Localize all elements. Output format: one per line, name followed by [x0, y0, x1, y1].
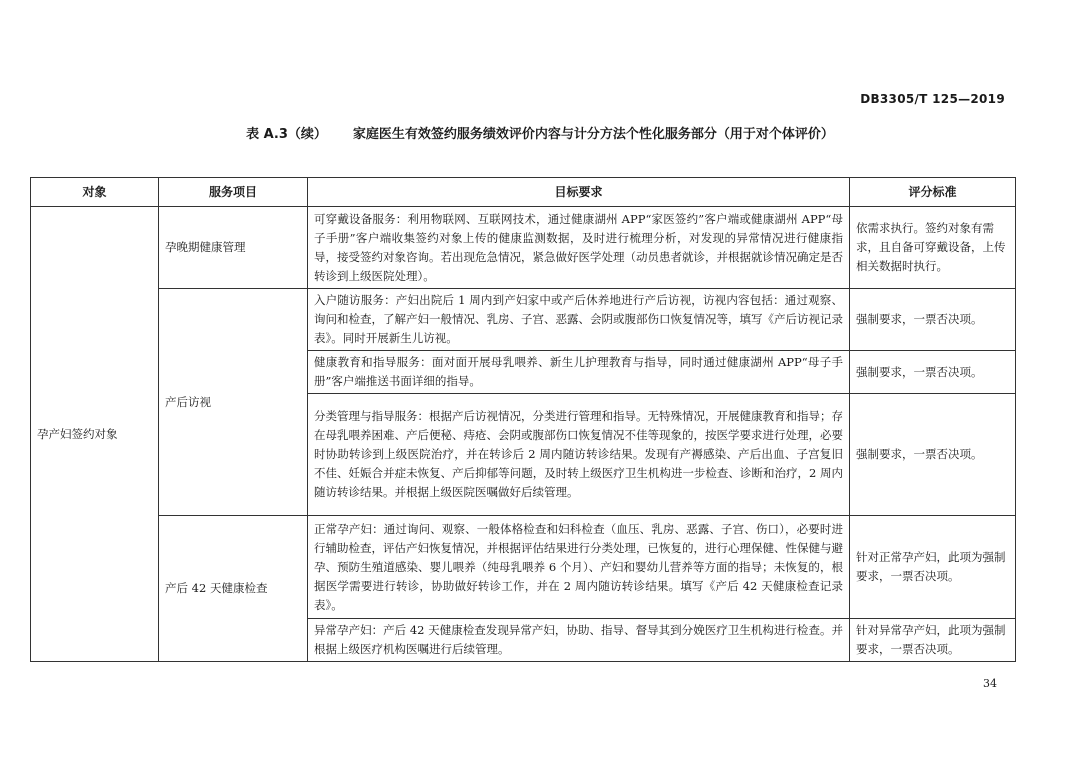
service-cell: 孕晚期健康管理	[159, 207, 308, 289]
score-cell: 针对正常孕产妇，此项为强制要求，一票否决项。	[850, 516, 1016, 619]
evaluation-table	[30, 177, 1016, 662]
table-row	[31, 516, 1016, 619]
column-header-score: 评分标准	[850, 178, 1016, 207]
object-cell: 孕产妇签约对象	[31, 207, 159, 662]
table-row	[31, 289, 1016, 351]
target-cell: 分类管理与指导服务：根据产后访视情况，分类进行管理和指导。无特殊情况，开展健康教育和指导；存在母乳喂养困难、产后便秘、痔疮、会阴或腹部伤口恢复情况不佳等现象的，按医学要求进行处理，必要时协助转诊到上级医院治疗，并在转诊后 2 周内随访转诊结果。发现有产褥感染、产后出血、子宫复旧不佳、妊娠合并症未恢复、产后抑郁等问题，及时转上级医疗卫生机构进一步检查、诊断和治疗，2 周内随访转诊结果。并根据上级医院医嘱做好后续管理。	[308, 394, 850, 516]
target-cell: 可穿戴设备服务：利用物联网、互联网技术，通过健康湖州 APP“家医签约”客户端或健康湖州 APP“母子手册”客户端收集签约对象上传的健康监测数据，及时进行梳理分析，对发现的异常情况进行健康指导，接受签约对象咨询。若出现危急情况，紧急做好医学处理（动员患者就诊，并根据就诊情况确定是否转诊到上级医院处理）。	[308, 207, 850, 289]
score-cell: 依需求执行。签约对象有需求，且自备可穿戴设备，上传相关数据时执行。	[850, 207, 1016, 289]
table-number: 表 A.3（续）	[246, 127, 327, 142]
score-cell: 针对异常孕产妇，此项为强制要求，一票否决项。	[850, 619, 1016, 662]
target-cell: 健康教育和指导服务：面对面开展母乳喂养、新生儿护理教育与指导，同时通过健康湖州 APP“母子手册”客户端推送书面详细的指导。	[308, 351, 850, 394]
score-cell: 强制要求，一票否决项。	[850, 394, 1016, 516]
table-header-row	[31, 178, 1016, 207]
page-number: 34	[983, 677, 997, 690]
standard-code: DB3305/T 125—2019	[860, 92, 1005, 106]
table-row	[31, 207, 1016, 289]
table-caption	[0, 123, 1080, 142]
service-cell: 产后 42 天健康检查	[159, 516, 308, 662]
target-cell: 入户随访服务：产妇出院后 1 周内到产妇家中或产后休养地进行产后访视，访视内容包括：通过观察、询问和检查，了解产妇一般情况、乳房、子宫、恶露、会阴或腹部伤口恢复情况等，填写《产后访视记录表》。同时开展新生儿访视。	[308, 289, 850, 351]
score-cell: 强制要求，一票否决项。	[850, 289, 1016, 351]
column-header-service: 服务项目	[159, 178, 308, 207]
service-cell: 产后访视	[159, 289, 308, 516]
column-header-target: 目标要求	[308, 178, 850, 207]
target-cell: 异常孕产妇：产后 42 天健康检查发现异常产妇，协助、指导、督导其到分娩医疗卫生机构进行检查。并根据上级医疗机构医嘱进行后续管理。	[308, 619, 850, 662]
target-cell: 正常孕产妇：通过询问、观察、一般体格检查和妇科检查（血压、乳房、恶露、子宫、伤口），必要时进行辅助检查，评估产妇恢复情况，并根据评估结果进行分类处理，已恢复的，进行心理保健、性保健与避孕、预防生殖道感染、婴儿喂养（纯母乳喂养 6 个月）、产妇和婴幼儿营养等方面的指导；未恢复的，根据医学需要进行转诊，协助做好转诊工作，并在 2 周内随访转诊结果。填写《产后 42 天健康检查记录表》。	[308, 516, 850, 619]
column-header-object: 对象	[31, 178, 159, 207]
table-title: 家庭医生有效签约服务绩效评价内容与计分方法个性化服务部分（用于对个体评价）	[352, 127, 834, 142]
score-cell: 强制要求，一票否决项。	[850, 351, 1016, 394]
